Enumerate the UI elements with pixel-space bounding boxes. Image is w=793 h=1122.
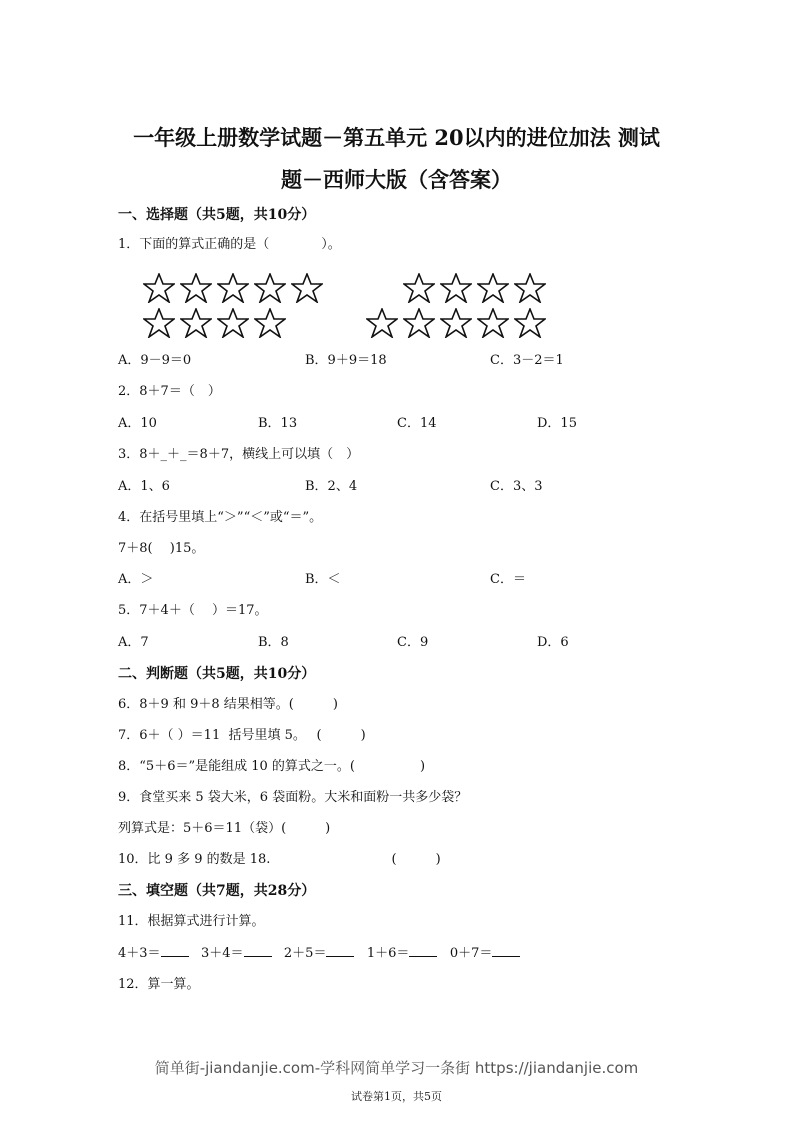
- question-10: 10．比 9 多 9 的数是 18. ( ): [118, 852, 441, 867]
- q4-option-c: C．＝: [490, 572, 526, 587]
- star-icon: [477, 273, 509, 303]
- section-heading-2: 二、判断题（共5题，共10分）: [118, 666, 316, 682]
- star-icon: [180, 308, 212, 338]
- q2-option-b: B．13: [258, 416, 298, 431]
- item-3: 2＋5＝: [283, 946, 327, 961]
- question-5: 5．7＋4＋（ ）＝17。: [118, 603, 268, 618]
- question-7: 7．6＋（ ）＝11 括号里填 5。 ( ): [118, 728, 366, 743]
- item-5: 0＋7＝: [449, 946, 493, 961]
- q5-option-a: A．7: [118, 635, 149, 650]
- q1-option-c: C．3－2＝1: [490, 353, 564, 368]
- star-icon: [440, 308, 472, 338]
- q1-option-a: A．9－9＝0: [118, 353, 192, 368]
- q4-option-a: A．＞: [118, 572, 154, 587]
- q3-option-c: C．3、3: [490, 479, 543, 494]
- question-4-expression: 7＋8( )15。: [118, 541, 205, 556]
- question-9-equation: 列算式是：5＋6＝11（袋）( ): [118, 821, 331, 836]
- star-icon: [143, 273, 175, 303]
- title-line-2: 题－西师大版（含答案）: [281, 167, 512, 192]
- star-icon: [403, 273, 435, 303]
- answer-blank[interactable]: [244, 956, 272, 957]
- answer-blank[interactable]: [492, 956, 520, 957]
- question-12: 12．算一算。: [118, 977, 200, 992]
- star-icon: [477, 308, 509, 338]
- page-footer: 试卷第1页，共5页: [351, 1090, 442, 1103]
- star-icon: [217, 308, 249, 338]
- q5-option-b: B．8: [258, 635, 289, 650]
- star-icon: [143, 308, 175, 338]
- star-icon: [440, 273, 472, 303]
- question-6: 6．8＋9 和 9＋8 结果相等。( ): [118, 697, 338, 712]
- answer-blank[interactable]: [161, 956, 189, 957]
- question-11: 11．根据算式进行计算。: [118, 914, 265, 929]
- question-11-items: [118, 946, 520, 962]
- q2-option-a: A．10: [118, 416, 157, 431]
- title-line-1: 一年级上册数学试题－第五单元 20以内的进位加法 测试: [133, 125, 660, 150]
- question-2: 2．8＋7＝（ ）: [118, 384, 221, 399]
- star-icon: [254, 273, 286, 303]
- item-1: 4＋3＝: [118, 946, 161, 961]
- answer-blank[interactable]: [409, 956, 437, 957]
- star-icon: [180, 273, 212, 303]
- item-4: 1＋6＝: [366, 946, 410, 961]
- star-icon: [514, 273, 546, 303]
- item-2: 3＋4＝: [200, 946, 244, 961]
- q2-option-c: C．14: [397, 416, 437, 431]
- star-icon: [254, 308, 286, 338]
- question-3: 3．8＋_＋_＝8＋7，横线上可以填（ ）: [118, 447, 360, 462]
- star-icon: [217, 273, 249, 303]
- section-heading-1: 一、选择题（共5题，共10分）: [118, 207, 316, 223]
- answer-blank[interactable]: [326, 956, 354, 957]
- question-1: 1．下面的算式正确的是（ ）。: [118, 237, 341, 252]
- q3-option-a: A．1、6: [118, 479, 170, 494]
- q1-option-b: B．9＋9＝18: [305, 353, 387, 368]
- question-9: 9．食堂买来 5 袋大米，6 袋面粉。大米和面粉一共多少袋？: [118, 790, 468, 805]
- star-icon: [366, 308, 398, 338]
- question-4: 4．在括号里填上“＞”“＜”或“＝”。: [118, 510, 323, 525]
- q4-option-b: B．＜: [305, 572, 341, 587]
- q2-option-d: D．15: [537, 416, 577, 431]
- section-heading-3: 三、填空题（共7题，共28分）: [118, 883, 316, 899]
- question-8: 8．“5＋6＝”是能组成 10 的算式之一。( ): [118, 759, 426, 774]
- star-icon: [291, 273, 323, 303]
- q3-option-b: B．2、4: [305, 479, 358, 494]
- star-icon: [514, 308, 546, 338]
- star-icon: [403, 308, 435, 338]
- q5-option-d: D．6: [537, 635, 569, 650]
- watermark: 简单街-jiandanjie.com-学科网简单学习一条街 https://jiandanjie.com: [154, 1059, 639, 1077]
- q5-option-c: C．9: [397, 635, 429, 650]
